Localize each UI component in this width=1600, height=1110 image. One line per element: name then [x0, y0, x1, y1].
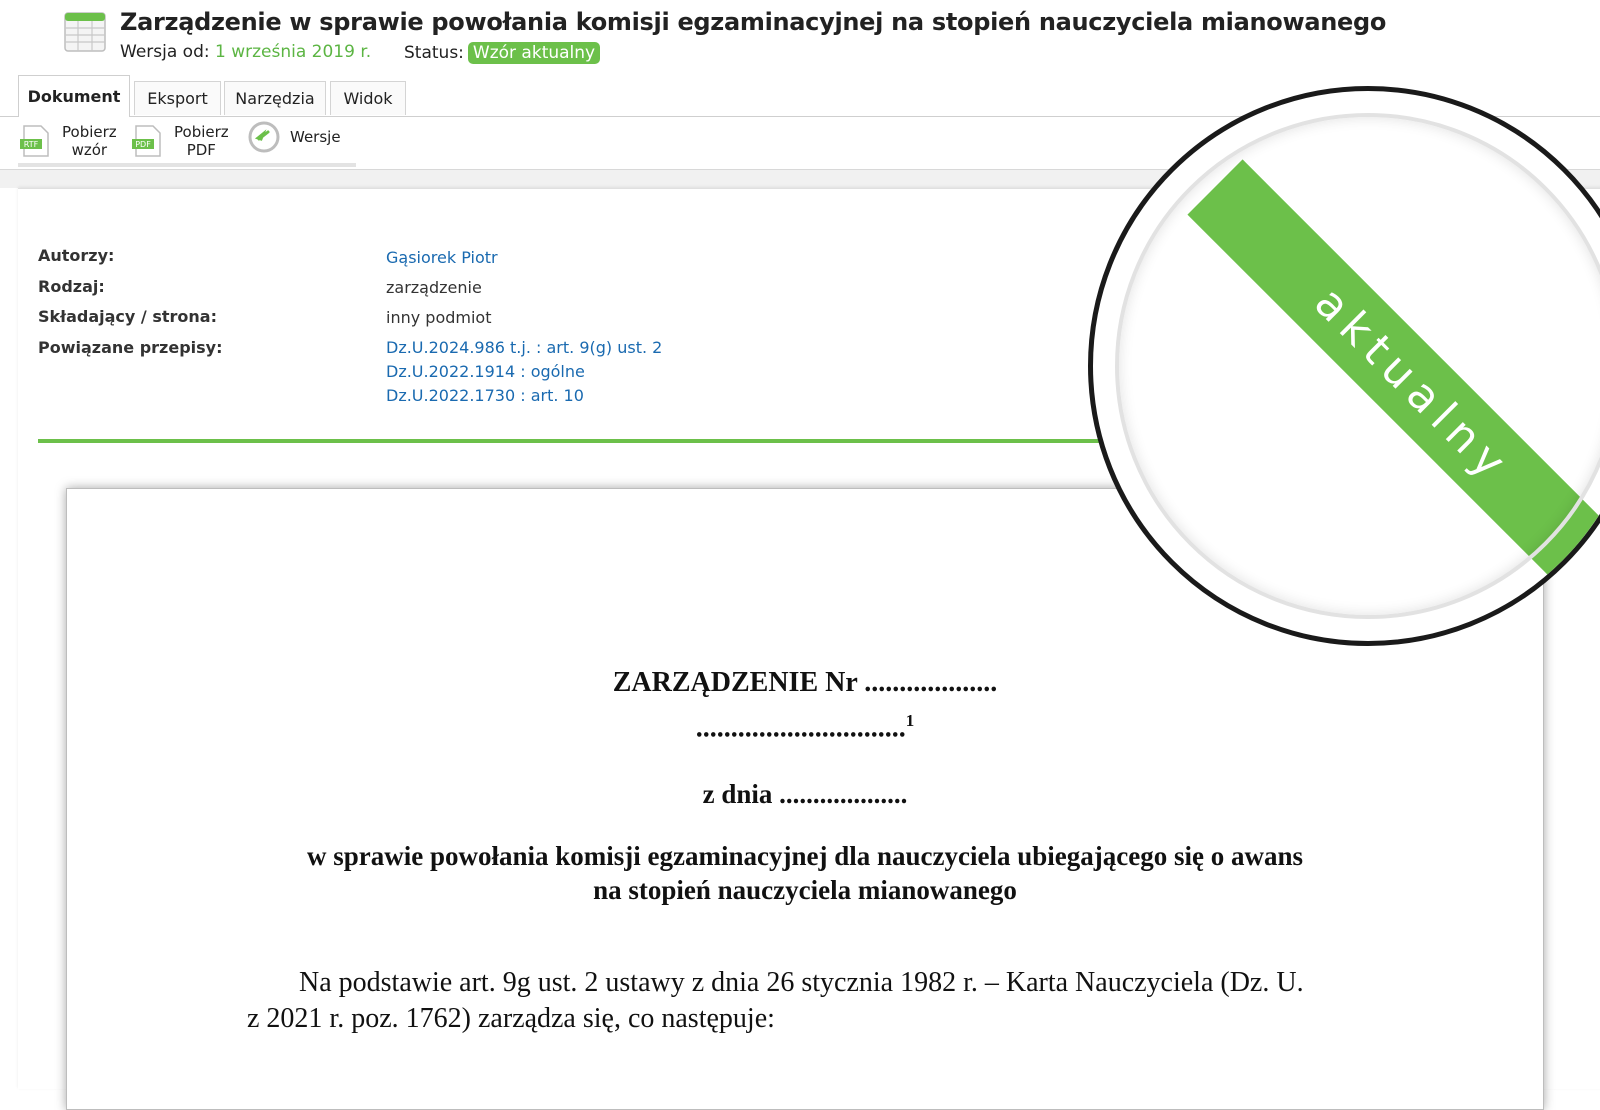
status-badge: Wzór aktualny	[468, 42, 600, 64]
tab-tools[interactable]: Narzędzia	[224, 81, 326, 115]
version-label: Wersja od:	[120, 42, 210, 62]
related-law-scope[interactable]: art. 9(g) ust. 2	[546, 338, 663, 357]
related-law-scope[interactable]: art. 10	[530, 386, 584, 405]
version-info	[120, 42, 371, 62]
type-value: zarządzenie	[386, 278, 482, 297]
document-heading-dots: ..............................	[695, 712, 906, 744]
footnote-mark: 1	[905, 711, 915, 730]
status-info	[404, 42, 600, 64]
document-heading-number	[67, 711, 1543, 744]
related-label: Powiązane przepisy:	[38, 338, 223, 357]
page-title: Zarządzenie w sprawie powołania komisji egzaminacyjnej na stopień nauczyciela mianowanego	[120, 8, 1387, 36]
download-pdf-label	[174, 123, 229, 159]
pdf-file-icon	[132, 124, 164, 158]
related-law-sep: :	[530, 338, 547, 357]
rtf-badge: RTF	[23, 140, 39, 149]
related-law-ref[interactable]: Dz.U.2022.1914	[386, 362, 516, 381]
related-law-sep: :	[515, 362, 531, 381]
versions-label: Wersje	[290, 128, 341, 146]
party-label: Składający / strona:	[38, 307, 217, 326]
related-law-item[interactable]	[386, 386, 584, 405]
document-subject-line2: na stopień nauczyciela mianowanego	[593, 875, 1017, 905]
download-template-label-line1: Pobierz	[62, 123, 117, 141]
spreadsheet-icon	[64, 12, 106, 52]
document-subject-line1: w sprawie powołania komisji egzaminacyjnej dla nauczyciela ubiegającego się o awans	[307, 841, 1303, 871]
toolbar-divider	[18, 163, 356, 167]
related-law-item[interactable]	[386, 362, 585, 381]
document-heading: ZARZĄDZENIE Nr ...................	[612, 667, 998, 698]
tab-view[interactable]: Widok	[330, 81, 406, 115]
pdf-badge: PDF	[135, 140, 151, 149]
document-date: z dnia ...................	[702, 779, 908, 809]
authors-label: Autorzy:	[38, 246, 115, 265]
authors-link[interactable]: Gąsiorek Piotr	[386, 248, 498, 267]
document-body-line1: Na podstawie art. 9g ust. 2 ustawy z dnia 26 stycznia 1982 r. – Karta Nauczyciela (Dz. U.	[299, 967, 1304, 998]
section-divider	[38, 439, 1120, 443]
type-label: Rodzaj:	[38, 277, 105, 296]
download-template-button[interactable]	[20, 123, 117, 159]
download-template-label-line2: wzór	[71, 141, 108, 159]
status-ribbon-text: aktualny	[1304, 276, 1522, 494]
tab-export[interactable]: Eksport	[134, 81, 221, 115]
document-body-line2: z 2021 r. poz. 1762) zarządza się, co następuje:	[247, 1003, 775, 1034]
related-law-ref[interactable]: Dz.U.2022.1730	[386, 386, 516, 405]
download-pdf-button[interactable]	[132, 123, 229, 159]
download-pdf-label-line1: Pobierz	[174, 123, 229, 141]
tab-document[interactable]: Dokument	[18, 75, 130, 117]
status-label: Status:	[404, 43, 464, 63]
related-law-sep: :	[515, 386, 531, 405]
download-pdf-label-line2: PDF	[186, 141, 216, 159]
related-law-scope[interactable]: ogólne	[530, 362, 585, 381]
check-circle-icon	[248, 121, 280, 153]
download-template-label	[62, 123, 117, 159]
related-law-ref[interactable]: Dz.U.2024.986 t.j.	[386, 338, 531, 357]
rtf-file-icon	[20, 124, 52, 158]
versions-button[interactable]	[248, 121, 341, 153]
related-law-item[interactable]	[386, 338, 662, 357]
magnifier-lens-ring	[1115, 113, 1600, 619]
party-value: inny podmiot	[386, 308, 492, 327]
version-date: 1 września 2019 r.	[215, 42, 372, 62]
